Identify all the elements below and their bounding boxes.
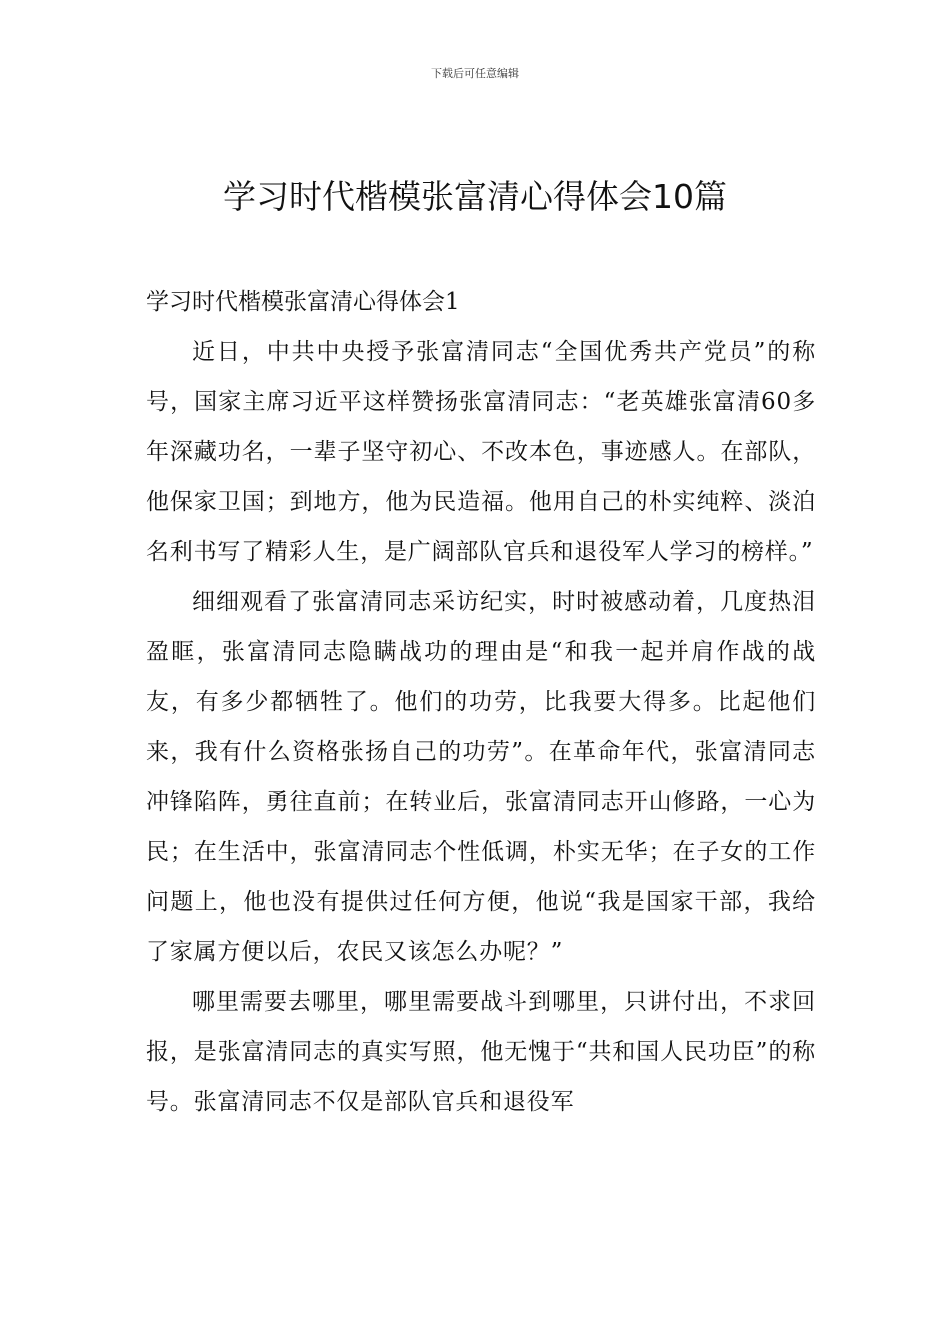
document-title: 学习时代楷模张富清心得体会10篇 (223, 177, 727, 216)
paragraph-3: 哪里需要去哪里，哪里需要战斗到哪里，只讲付出，不求回报，是张富清同志的真实写照，他无愧于“共和国人民功臣”的称号。张富清同志不仅是部队官兵和退役军 (146, 989, 816, 1115)
paragraph-2: 细细观看了张富清同志采访纪实，时时被感动着，几度热泪盈眶，张富清同志隐瞒战功的理由是“和我一起并肩作战的战友，有多少都牺牲了。他们的功劳，比我要大得多。比起他们来，我有什么资格张扬自己的功劳”。在革命年代，张富清同志冲锋陷阵，勇往直前；在转业后，张富清同志开山修路，一心为民；在生活中，张富清同志个性低调，朴实无华；在子女的工作问题上，他也没有提供过任何方便，他说“我是国家干部，我给了家属方便以后，农民又该怎么办呢？” (146, 589, 816, 965)
section-title: 学习时代楷模张富清心得体会1 (146, 289, 460, 315)
paragraph-1: 近日，中共中央授予张富清同志“全国优秀共产党员”的称号，国家主席习近平这样赞扬张富清同志：“老英雄张富清60多年深藏功名，一辈子坚守初心、不改本色，事迹感人。在部队，他保家卫国；到地方，他为民造福。他用自己的朴实纯粹、淡泊名利书写了精彩人生，是广阔部队官兵和退役军人学习的榜样。” (146, 339, 816, 565)
header-note: 下载后可任意编辑 (431, 67, 519, 80)
document-body (146, 277, 816, 1127)
